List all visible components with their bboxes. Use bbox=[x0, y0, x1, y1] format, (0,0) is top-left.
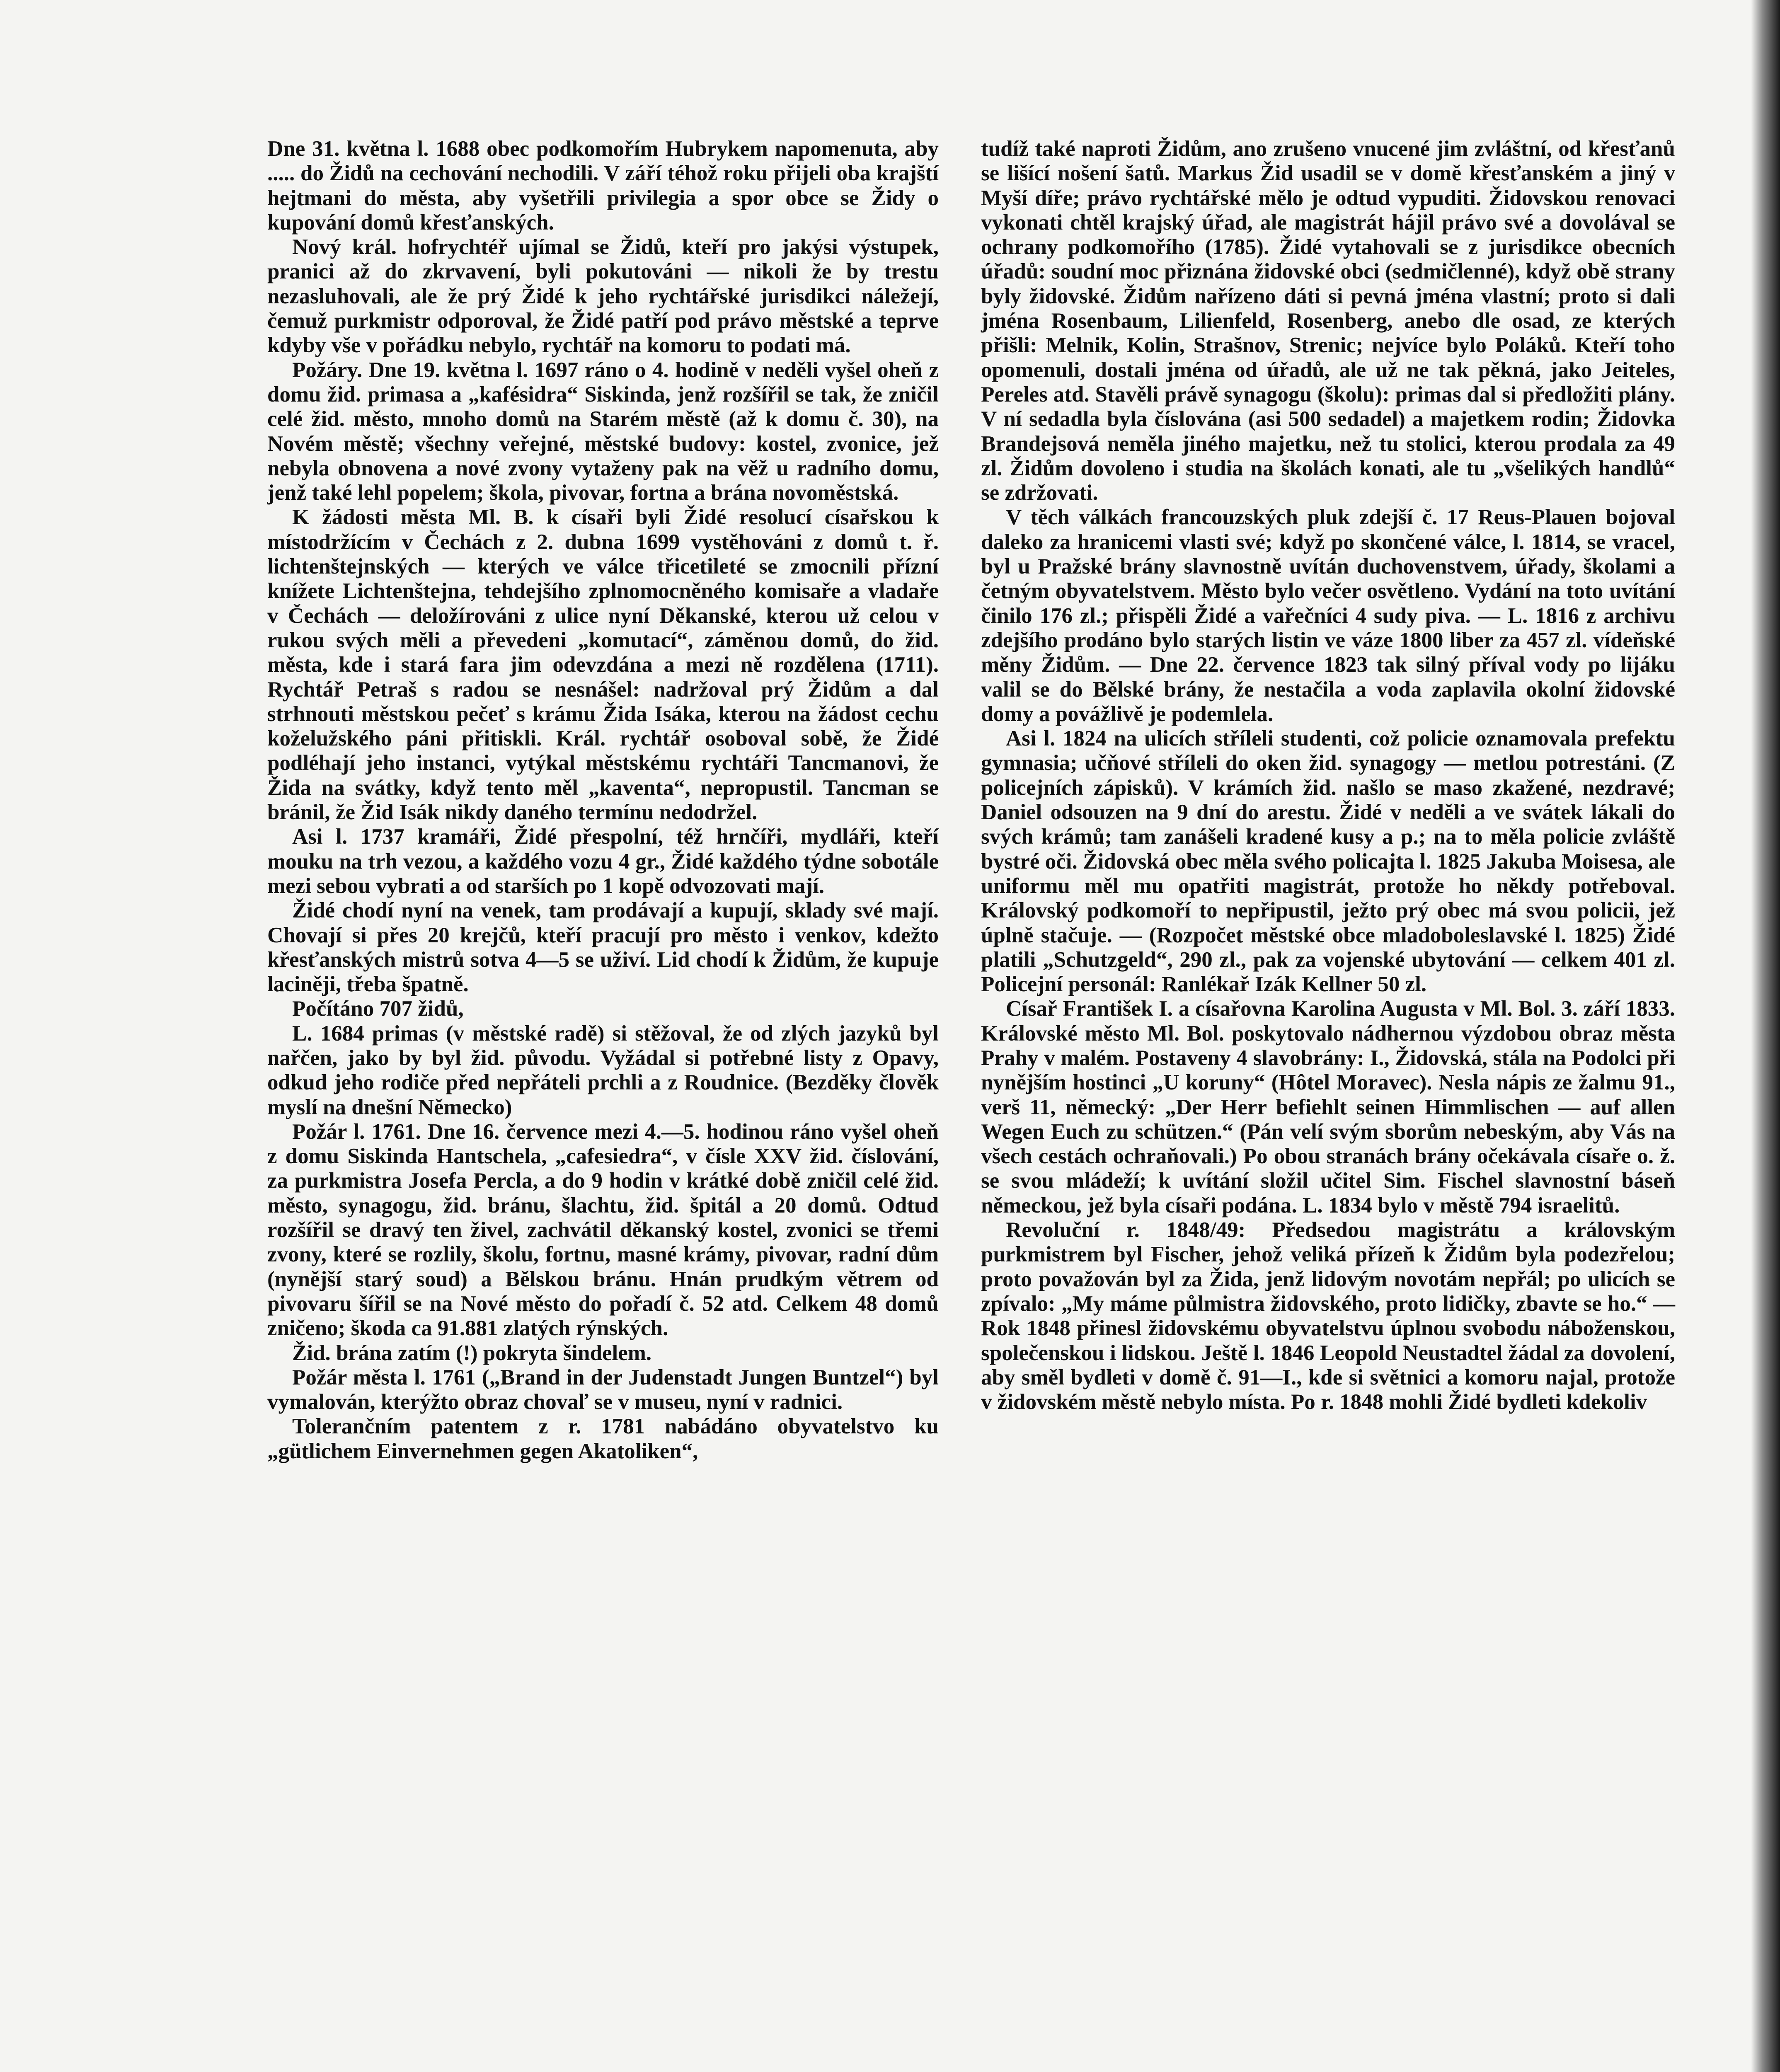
paragraph: Počítáno 707 židů, bbox=[292, 997, 464, 1021]
right-text-column bbox=[981, 137, 1675, 1414]
left-text-column bbox=[267, 137, 939, 1464]
paragraph: Asi l. 1824 na ulicích stříleli studenti, což policie oznamovala prefektu gymnasia; učňové stříleli do oken žid. synagogy — metlou potrestáni. (Z policejních zápisků). V krámích žid. našlo se maso zkažené, nezdravé; Daniel odsouzen na 9 dní do arestu. Židé v neděli a ve svátek lákali do svých krámů; tam zanášeli kradené kusy a p.; na to měla policie zvláště bystré oči. Židovská obec měla svého policajta l. 1825 Jakuba Moisesa, ale uniformu měl mu opatřiti magistrát, protože ho někdy potřeboval. Královský podkomoří to nepřipustil, ježto prý obec má svou policii, jež úplně stačuje. — (Rozpočet městské obce mladoboleslavské l. 1825) Židé platili „Schutzgeld“, 290 zl., pak za vojenské ubytování — celkem 401 zl. Policejní personál: Ranlékař Izák Kellner 50 zl. bbox=[981, 726, 1675, 997]
page-edge-shadow bbox=[1751, 0, 1780, 2072]
paragraph: Tolerančním patentem z r. 1781 nabádáno obyvatelstvo ku „gütlichem Einvernehmen gegen Akatoliken“, bbox=[267, 1414, 939, 1463]
paragraph: Asi l. 1737 kramáři, Židé přespolní, též hrnčíři, mydláři, kteří mouku na trh vezou, a každého vozu 4 gr., Židé každého týdne sobotále mezi sebou vybrati a od starších po 1 kopě odvozovati mají. bbox=[267, 825, 939, 898]
paragraph: tudíž také naproti Židům, ano zrušeno vnucené jim zvláštní, od křesťanů se lišící nošení šatů. Markus Žid usadil se v domě křesťanském a jiný v Myší díře; právo rychtářské mělo je odtud vypuditi. Židovskou renovaci vykonati chtěl krajský úřad, ale magistrát hájil právo své a dovolával se ochrany podkomořího (1785). Židé vytahovali se z jurisdikce obecních úřadů: soudní moc přiznána židovské obci (sedmičlenné), když obě strany byly židovské. Židům nařízeno dáti si pevná jména vlastní; proto si dali jména Rosenbaum, Lilienfeld, Rosenberg, anebo dle osad, ze kterých přišli: Melnik, Kolin, Strašnov, Strenic; nejvíce bylo Poláků. Kteří toho opomenuli, dostali jména od úřadů, ale už ne tak pěkná, jako Jeiteles, Pereles atd. Stavěli právě synagogu (školu): primas dal si předložiti plány. V ní sedadla byla číslována (asi 500 sedadel) a majetkem rodin; Židovka Brandejsová neměla jiného majetku, než tu stolici, kterou prodala za 49 zl. Židům dovoleno i studia na školách konati, ale tu „všelikých handlů“ se zdržovati. bbox=[981, 137, 1675, 505]
paragraph: Požáry. Dne 19. května l. 1697 ráno o 4. hodině v neděli vyšel oheň z domu žid. primasa a „kafésidra“ Siskinda, jenž rozšířil se tak, že zničil celé žid. město, mnoho domů na Starém městě (až k domu č. 30), na Novém městě; všechny veřejné, městské budovy: kostel, zvonice, jež nebyla obnovena a nové zvony vytaženy pak na věž u radního domu, jenž také lehl popelem; škola, pivovar, fortna a brána novoměstská. bbox=[267, 358, 939, 505]
paragraph: L. 1684 primas (v městské radě) si stěžoval, že od zlých jazyků byl nařčen, jako by byl žid. původu. Vyžádal si potřebné listy z Opavy, odkud jeho rodiče před nepřáteli prchli a z Roudnice. (Bezděky člověk myslí na dnešní Německo) bbox=[267, 1021, 939, 1119]
paragraph: Revoluční r. 1848/49: Předsedou magistrátu a královským purkmistrem byl Fischer, jehož veliká přízeň k Židům byla podezřelou; proto považován byl za Žida, jenž lidovým novotám nepřál; po ulicích se zpívalo: „My máme půlmistra židovského, proto lidičky, zbavte se ho.“ — Rok 1848 přinesl židovskému obyvatelstvu úplnou svobodu náboženskou, společenskou i lidskou. Ještě l. 1846 Leopold Neustadtel žádal za dovolení, aby směl bydleti v domě č. 91—I., kde si světnici a komoru najal, protože v židovském městě nebylo místa. Po r. 1848 mohli Židé bydleti kdekoliv bbox=[981, 1218, 1675, 1414]
paragraph: Žid. brána zatím (!) pokryta šindelem. bbox=[292, 1341, 652, 1365]
paragraph: Dne 31. května l. 1688 obec podkomořím Hubrykem napomenuta, aby ..... do Židů na cechování nechodili. V září téhož roku přijeli oba krajští hejtmani do města, aby vyšetřili privilegia a spor obce se Židy o kupování domů křesťanských. bbox=[267, 137, 939, 235]
paragraph: Nový král. hofrychtéř ujímal se Židů, kteří pro jakýsi výstupek, pranici až do zkrvavení, byli pokutováni — nikoli že by trestu nezasluhovali, ale že prý Židé k jeho rychtářské jurisdikci náležejí, čemuž purkmistr odporoval, že Židé patří pod právo městské a teprve kdyby vše v pořádku nebylo, rychtář na komoru to podati má. bbox=[267, 235, 939, 358]
paragraph: Požár města l. 1761 („Brand in der Judenstadt Jungen Buntzel“) byl vymalován, kterýžto obraz chovaľ se v museu, nyní v radnici. bbox=[267, 1365, 939, 1414]
paragraph: K žádosti města Ml. B. k císaři byli Židé resolucí císařskou k místodržícím v Čechách z 2. dubna 1699 vystěhováni z domů t. ř. lichtenštejnských — kterých ve válce třicetileté se zmocnili přízní knížete Lichtenštejna, tehdejšího zplnomocněného komisaře a vladaře v Čechách — deložírováni z ulice nyní Děkanské, kterou už celou v rukou svých měli a převedeni „komutací“, záměnou domů, do žid. města, kde i stará fara jim odevzdána a mezi ně rozdělena (1711). Rychtář Petraš s radou se nesnášel: nadržoval prý Židům a dal strhnouti městskou pečeť s krámu Žida Isáka, kterou na žádost cechu koželužského páni přitiskli. Král. rychtář osoboval sobě, že Židé podléhají jeho instanci, vytýkal městskému rychtáři Tancmanovi, že Žida na svátky, když tento měl „kaventa“, nepropustil. Tancman se bránil, že Žid Isák nikdy daného termínu nedodržel. bbox=[267, 505, 939, 825]
paragraph: V těch válkách francouzských pluk zdejší č. 17 Reus-Plauen bojoval daleko za hranicemi vlasti své; když po skončené válce, l. 1814, se vracel, byl u Pražské brány slavnostně uvítán duchovenstvem, úřady, školami a četným obyvatelstvem. Město bylo večer osvětleno. Vydání na toto uvítání činilo 176 zl.; přispěli Židé a vařečníci 4 sudy piva. — L. 1816 z archivu zdejšího prodáno bylo starých listin ve váze 1800 liber za 457 zl. vídeňské měny Židům. — Dne 22. července 1823 tak silný příval vody po lijáku valil se do Bělské brány, že nestačila a voda zaplavila okolní židovské domy a povážlivě je podemlela. bbox=[981, 505, 1675, 726]
paragraph: Císař František I. a císařovna Karolina Augusta v Ml. Bol. 3. září 1833. Královské město Ml. Bol. poskytovalo nádhernou výzdobou obraz města Prahy v malém. Postaveny 4 slavobrány: I., Židovská, stála na Podolci při nynějším hostinci „U koruny“ (Hôtel Moravec). Nesla nápis ze žalmu 91., verš 11, německý: „Der Herr befiehlt seinen Himmlischen — auf allen Wegen Euch zu schützen.“ (Pán velí svým sborům nebeským, aby Vás na všech cestách ochraňovali.) Po obou stranách brány očekávala císaře o. ž. se svou mládeží; k uvítání složil učitel Sim. Fischel slavnostní báseň německou, jež byla císaři podána. L. 1834 bylo v městě 794 israelitů. bbox=[981, 997, 1675, 1218]
paragraph: Požár l. 1761. Dne 16. července mezi 4.—5. hodinou ráno vyšel oheň z domu Siskinda Hantschela, „cafesiedra“, v čísle XXV žid. číslování, za purkmistra Josefa Percla, a do 9 hodin v krátké době zničil celé žid. město, synagogu, žid. bránu, šlachtu, žid. špitál a 20 domů. Odtud rozšířil se dravý ten živel, zachvátil děkanský kostel, zvonici se třemi zvony, které se rozlily, školu, fortnu, masné krámy, pivovar, radní dům (nynější starý soud) a Bělskou bránu. Hnán prudkým větrem od pivovaru šířil se na Nové město do pořadí č. 52 atd. Celkem 48 domů zničeno; škoda ca 91.881 zlatých rýnských. bbox=[267, 1119, 939, 1341]
paragraph: Židé chodí nyní na venek, tam prodávají a kupují, sklady své mají. Chovají si přes 20 krejčů, kteří pracují pro město i venkov, kdežto křesťanských mistrů sotva 4—5 se uživí. Lid chodí k Židům, že kupuje laciněji, třeba špatně. bbox=[267, 898, 939, 997]
